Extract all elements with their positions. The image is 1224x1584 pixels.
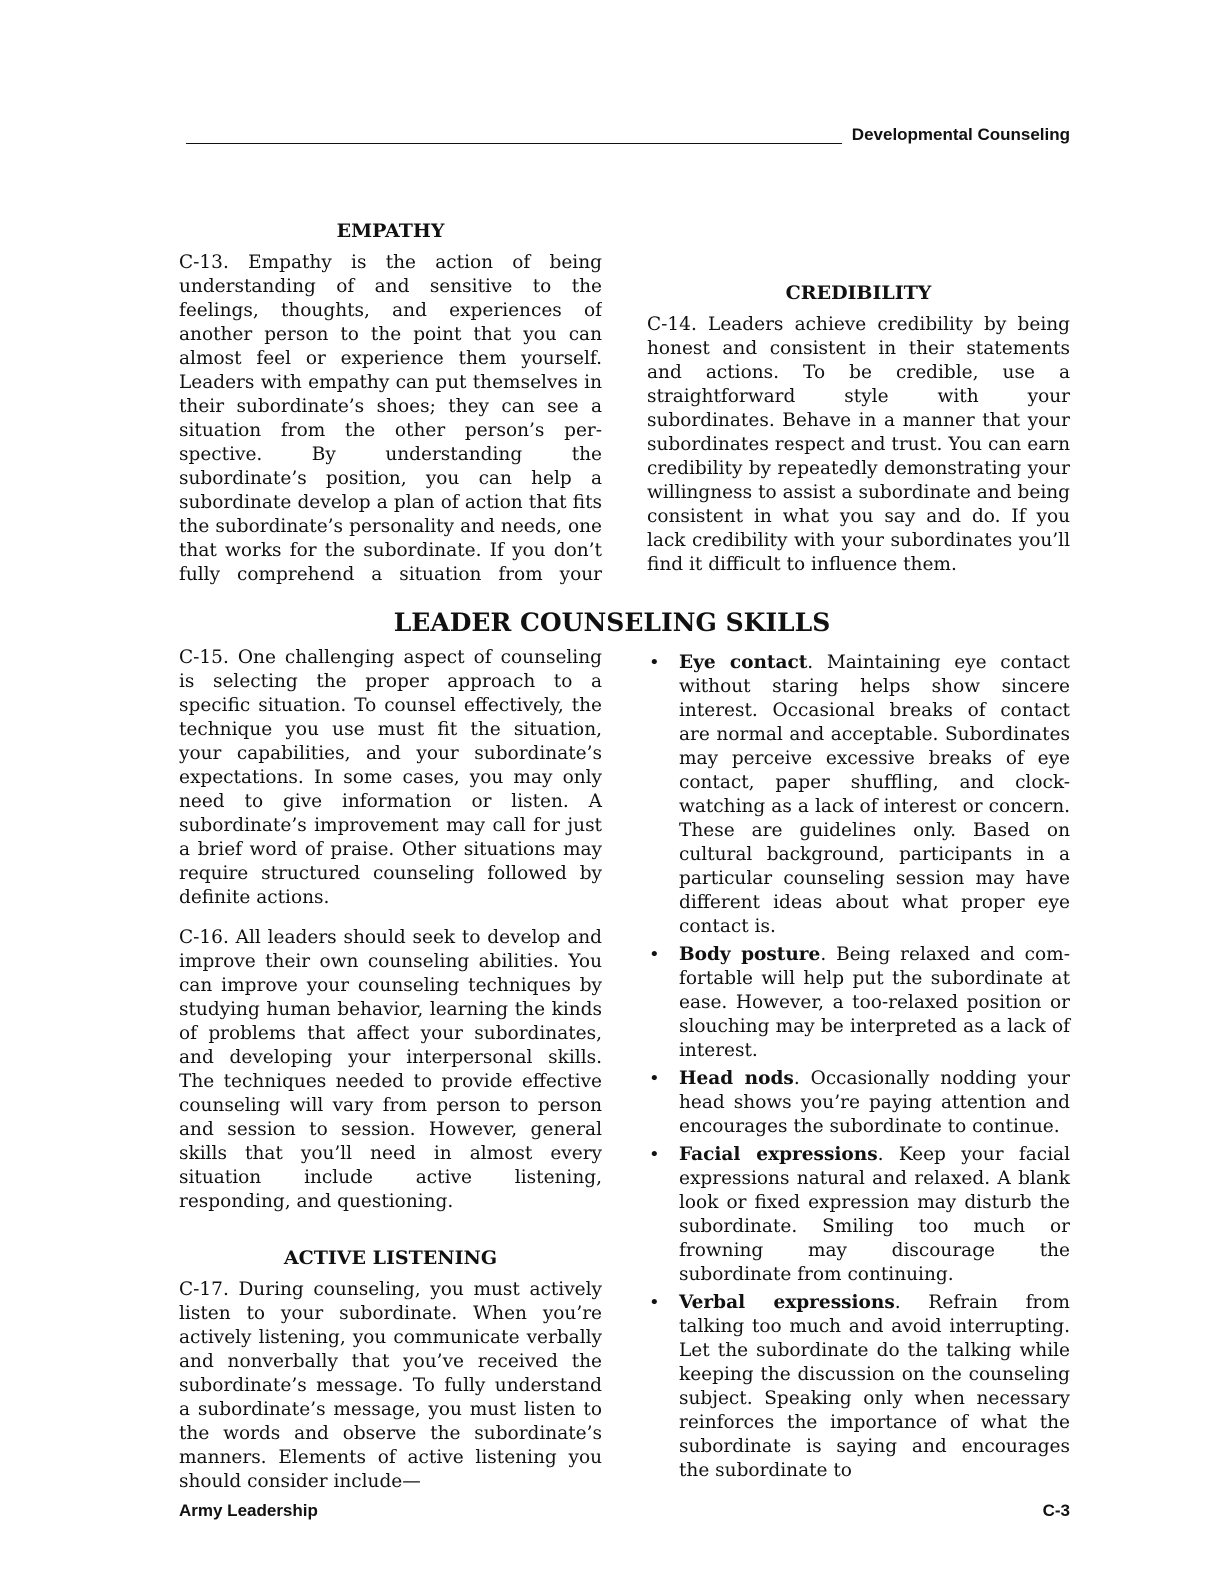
credibility-heading: CREDIBILITY — [785, 282, 932, 304]
credibility-paragraph: C-14. Leaders achieve credibility by being honest and consistent in their statements and actions. To be credible, use a straightforward style with your subordinates. Behave in a manner that your subordinates respect and trust. You can earn credibility by repeatedly demonstrating your willingness to assist a subordinate and being consistent in what you say and do. If you lack credibility with your subordinates you’ll find it difficult to influence them. — [647, 314, 1070, 575]
bullet-term: Verbal expressions — [679, 1292, 895, 1313]
bullet-text: . Refrain from talking too much and avoid interrupting. Let the subordinate do the talking while keeping the discussion on the counseling subject. Speaking only when necessary reinforces the importance of what the subordinate is saying and encourages the subordinate to — [679, 1292, 1070, 1481]
credibility-section — [647, 219, 1070, 577]
bullet-term: Facial expressions — [679, 1144, 878, 1165]
list-item — [645, 651, 1070, 939]
bullet-term: Eye contact — [679, 652, 808, 673]
leader-counseling-skills-heading: LEADER COUNSELING SKILLS — [393, 608, 831, 637]
bullet-icon: • — [649, 1068, 660, 1089]
paragraph-c15: C-15. One challenging aspect of counseling is selecting the proper approach to a specific situation. To counsel effectively, the technique you use must fit the situation, your capabilities, and your subordinate’s expectations. In some cases, you may only need to give information or listen. A subordinate’s improvement may call for just a brief word of praise. Other situations may require structured counseling followed by definite actions. — [179, 647, 602, 908]
paragraph-c17: C-17. During counseling, you must actively listen to your subordinate. When you’re actively listening, you communicate verbally and nonverbally that you’ve received the subordinate’s message. To fully understand a subordinate’s message, you must listen to the words and observe the subordinate’s manners. Elements of active listening you should consider include— — [179, 1279, 602, 1492]
list-item — [645, 943, 1070, 1063]
paragraph-c16: C-16. All leaders should seek to develop and improve their own counseling abilities. You can improve your counseling techniques by studying human behavior, learning the kinds of problems that affect your subordinates, and developing your interpersonal skills. The techniques needed to provide effective counseling will vary from person to person and session to session. However, general skills that you’ll need in almost every situation include active listening, responding, and questioning. — [179, 927, 602, 1212]
active-listening-elements — [645, 651, 1070, 1487]
listening-elements-list — [645, 651, 1070, 1483]
running-header: Developmental Counseling — [851, 125, 1070, 144]
leader-skills-left-column — [179, 646, 602, 1494]
bullet-text: . Being relaxed and comfortable will help put the subordinate at ease. However, a too-relaxed position or slouching may be interpreted as a lack of interest. — [679, 944, 1070, 1061]
list-item — [645, 1067, 1070, 1139]
bullet-text: . Keep your facial expressions natural and relaxed. A blank look or fixed expression may disturb the subordinate. Smiling too much or frowning may discourage the subordinate from continuing. — [679, 1144, 1070, 1285]
page-number: C-3 — [1042, 1501, 1070, 1520]
empathy-continuation — [647, 219, 1070, 267]
footer-publication-title: Army Leadership — [179, 1501, 318, 1520]
bullet-icon: • — [649, 1292, 660, 1313]
empathy-heading: EMPATHY — [336, 220, 445, 242]
active-listening-heading: ACTIVE LISTENING — [283, 1247, 498, 1269]
empathy-section — [179, 219, 602, 589]
bullet-text: . Occasionally nodding your head shows you’re paying attention and encourages the subordinate to continue. — [679, 1068, 1070, 1137]
bullet-icon: • — [649, 944, 660, 965]
bullet-text: . Maintaining eye contact without staring helps show sincere interest. Occasional breaks of contact are normal and acceptable. Subordinates may perceive excessive breaks of eye contact, paper shuffling, and clock-watching as a lack of interest or concern. These are guidelines only. Based on cultural background, participants in a particular counseling session may have different ideas about what proper eye contact is. — [679, 652, 1070, 937]
bullet-term: Head nods — [679, 1068, 794, 1089]
empathy-paragraph: C-13. Empathy is the action of being understanding of and sensitive to the feelings, thoughts, and experiences of another person to the point that you can almost feel or experience them yourself. Leaders with empathy can put themselves in their subordinate’s shoes; they can see a situation from the other person’s perspective. By understanding the subordinate’s position, you can help a subordinate develop a plan of action that fits the subordinate’s personality and needs, one that works for the subordinate. If you don’t fully comprehend a situation from your — [179, 252, 602, 585]
bullet-icon: • — [649, 652, 660, 673]
list-item — [645, 1143, 1070, 1287]
bullet-term: Body posture — [679, 944, 821, 965]
header-rule — [186, 143, 842, 144]
list-item — [645, 1291, 1070, 1483]
bullet-icon: • — [649, 1144, 660, 1165]
